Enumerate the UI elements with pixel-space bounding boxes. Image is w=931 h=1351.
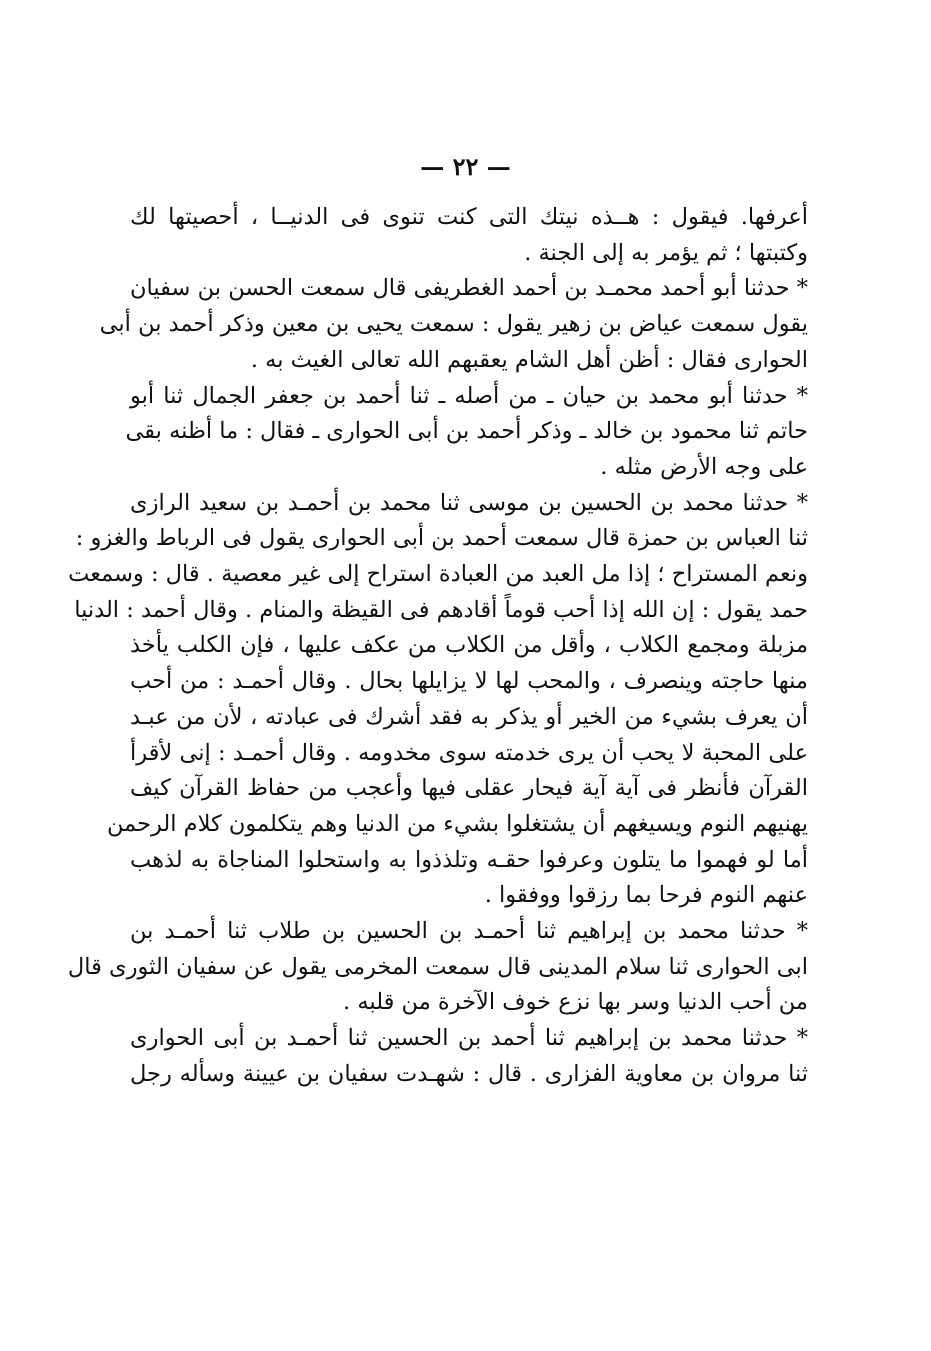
text-line: حاتم ثنا محمود بن خالد ـ وذكر أحمد بن أبى الحوارى ـ فقال : ما أظنه بقى bbox=[125, 418, 808, 445]
text-line: الحوارى فقال : أظن أهل الشام يعقبهم الله تعالى الغيث به . bbox=[250, 346, 808, 373]
text-line: يهنيهم النوم ويسيغهم أن يشتغلوا بشيء من الدنيا وهم يتكلمون كلام الرحمن bbox=[106, 810, 808, 837]
text-line: حمد يقول : إن الله إذا أحب قوماً أقادهم فى القيظة والمنام . وقال أحمد : الدنيا bbox=[74, 596, 808, 623]
text-line: * حدثنا أبو محمد بن حيان ـ من أصله ـ ثنا أحمد بن جعفر الجمال ثنا أبو bbox=[130, 382, 808, 409]
paragraph-5 bbox=[67, 914, 808, 1021]
paragraph-1 bbox=[130, 200, 808, 271]
text-line: ثنا مروان بن معاوية الفزارى . قال : شهـدت سفيان بن عيينة وسأله رجل bbox=[130, 1060, 808, 1087]
paragraph-2 bbox=[99, 271, 808, 378]
text-line: مزبلة ومجمع الكلاب ، وأقل من الكلاب من عكف عليها ، فإن الكلب يأخذ bbox=[130, 632, 808, 659]
paragraph-3 bbox=[125, 379, 808, 486]
text-line: أعرفها. فيقول : هــذه نيتك التى كنت تنوى فى الدنيــا ، أحصيتها لك bbox=[130, 204, 808, 230]
text-line: * حدثنا محمد بن الحسين بن موسى ثنا محمد بن أحمـد بن سعيد الرازى bbox=[130, 489, 808, 516]
page-body bbox=[67, 200, 808, 1093]
text-line: * حدثنا أبو أحمد محمـد بن أحمد الغطريفى قال سمعت الحسن بن سفيان bbox=[130, 275, 808, 302]
text-line: القرآن فأنظر فى آية آية فيحار عقلى فيها وأعجب من حفاظ القرآن كيف bbox=[130, 775, 808, 802]
text-line: من أحب الدنيا وسر بها نزع خوف الآخرة من قلبه . bbox=[343, 989, 808, 1016]
page-number: — ٢٢ — bbox=[420, 152, 511, 181]
text-line: وكتبتها ؛ ثم يؤمر به إلى الجنة . bbox=[524, 239, 808, 266]
text-line: أن يعرف بشيء من الخير أو يذكر به فقد أشرك فى عبادته ، لأن من عبـد bbox=[130, 703, 808, 730]
text-line: يقول سمعت عياض بن زهير يقول : سمعت يحيى بن معين وذكر أحمد بن أبى bbox=[99, 311, 808, 338]
text-line: * حدثنا محمد بن إبراهيم ثنا أحمـد بن الحسين بن طلاب ثنا أحمـد بن bbox=[130, 918, 808, 945]
text-line: أما لو فهموا ما يتلون وعرفوا حقـه وتلذذوا به واستحلوا المناجاة به لذهب bbox=[130, 846, 808, 873]
text-line: عنهم النوم فرحا بما رزقوا ووفقوا . bbox=[484, 882, 808, 909]
paragraph-6 bbox=[130, 1021, 808, 1092]
text-line: ابى الحوارى ثنا سلام المدينى قال سمعت المخرمى يقول عن سفيان الثورى قال bbox=[67, 953, 808, 980]
text-line: * حدثنا محمد بن إبراهيم ثنا أحمد بن الحسين ثنا أحمـد بن أبى الحوارى bbox=[130, 1025, 808, 1052]
text-line: ثنا العباس بن حمزة قال سمعت أحمد بن أبى الحوارى يقول فى الرباط والغزو : bbox=[75, 525, 808, 552]
text-line: على وجه الأرض مثله . bbox=[600, 453, 808, 480]
paragraph-4 bbox=[68, 486, 808, 914]
text-line: على المحبة لا يحب أن يرى خدمته سوى مخدومه . وقال أحمـد : إنى لأقرأ bbox=[130, 739, 808, 766]
text-line: منها حاجته وينصرف ، والمحب لها لا يزايلها بحال . وقال أحمـد : من أحب bbox=[130, 668, 808, 695]
text-line: ونعم المستراح ؛ إذا مل العبد من العبادة استراح إلى غير معصية . قال : وسمعت bbox=[68, 561, 808, 588]
